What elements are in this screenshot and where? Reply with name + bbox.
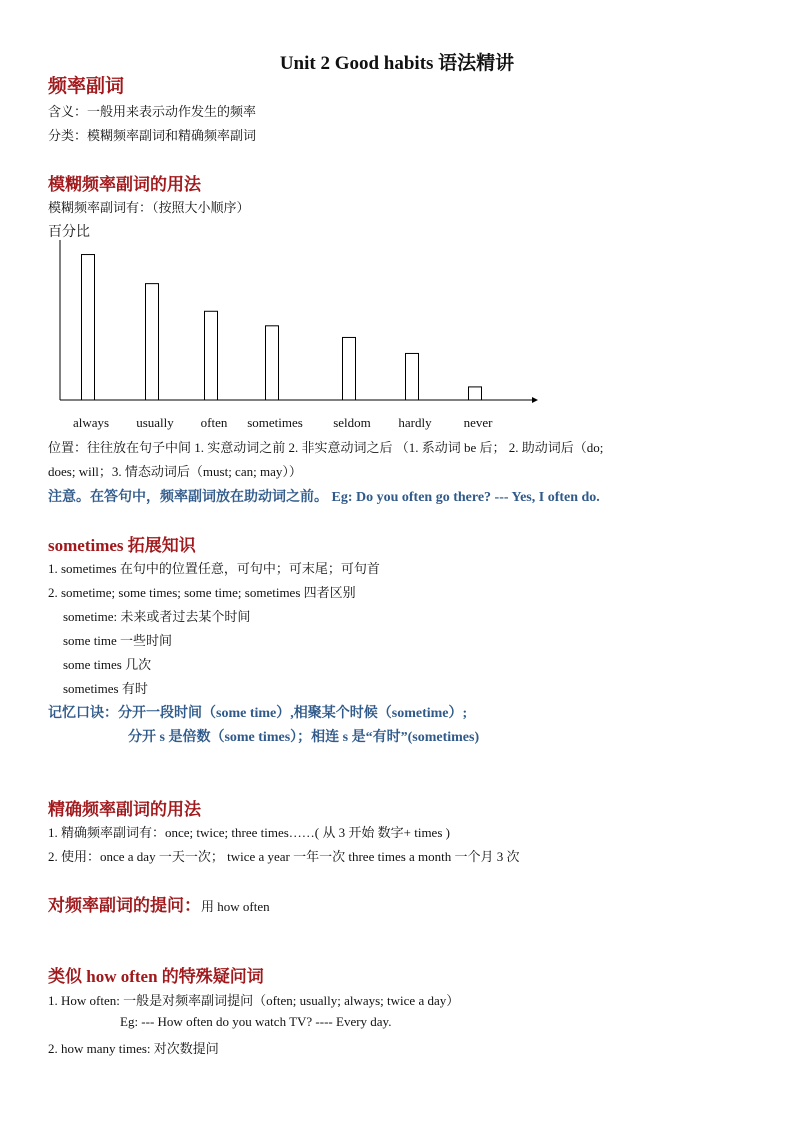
- def-sometime: sometime: 未来或者过去某个时间: [63, 609, 251, 624]
- note-answer-order: 注意。在答句中，频率副词放在助动词之前。 Eg: Do you often go there? --- Yes, I often do.: [48, 490, 600, 505]
- precise-item-1: 1. 精确频率副词有：once; twice; three times……( 从 3 开始 数字+ times ): [48, 825, 450, 840]
- chart-ylabel: 百分比: [48, 225, 90, 240]
- how-often-text: 用 how often: [201, 899, 270, 914]
- tick-label-usually: usually: [136, 415, 174, 430]
- similar-example: Eg: --- How often do you watch TV? ---- Every day.: [120, 1014, 392, 1029]
- bar-never: [469, 387, 482, 400]
- bar-seldom: [343, 337, 356, 400]
- heading-how-often: 对频率副词的提问：: [48, 896, 201, 915]
- def-sometimes: sometimes 有时: [63, 681, 148, 696]
- bar-often: [205, 311, 218, 400]
- def-some-times: some times 几次: [63, 657, 152, 672]
- category-text: 分类：模糊频率副词和精确频率副词: [48, 128, 257, 143]
- bar-sometimes: [266, 326, 279, 400]
- tick-label-never: never: [463, 415, 493, 430]
- heading-sometimes: sometimes 拓展知识: [48, 536, 196, 555]
- meaning-text: 含义：一般用来表示动作发生的频率: [48, 104, 257, 119]
- tick-label-always: always: [72, 415, 110, 430]
- bar-hardly: [406, 353, 419, 400]
- tick-label-seldom: seldom: [333, 415, 371, 430]
- x-axis-arrow: [532, 397, 538, 403]
- similar-item-1: 1. How often: 一般是对频率副词提问（often; usually; always; twice a day）: [48, 993, 460, 1008]
- bar-always: [82, 255, 95, 400]
- mnemonic-line-1: 记忆口诀：分开一段时间（some time）,相聚某个时候（sometime）;: [48, 706, 468, 721]
- similar-item-2: 2. how many times: 对次数提问: [48, 1041, 219, 1056]
- precise-item-2: 2. 使用：once a day 一天一次； twice a year 一年一次 three times a month 一个月 3 次: [48, 849, 520, 864]
- tick-label-often: often: [200, 415, 228, 430]
- tick-label-hardly: hardly: [398, 415, 432, 430]
- sometimes-item-2: 2. sometime; some times; some time; sometimes 四者区别: [48, 585, 356, 600]
- position-text-cont: does; will；3. 情态动词后（must; can; may））: [48, 464, 302, 479]
- heading-precise-adverbs: 精确频率副词的用法: [48, 800, 201, 819]
- def-some-time: some time 一些时间: [63, 633, 173, 648]
- vague-intro: 模糊频率副词有：（按照大小顺序）: [48, 200, 250, 215]
- question-line: [48, 891, 270, 916]
- heading-similar-questions: 类似 how often 的特殊疑问词: [48, 967, 264, 986]
- heading-frequency-adverbs: 频率副词: [48, 76, 125, 97]
- sometimes-item-1: 1. sometimes 在句中的位置任意，可句中；可末尾；可句首: [48, 561, 380, 576]
- heading-vague-adverbs: 模糊频率副词的用法: [48, 175, 201, 194]
- bar-usually: [146, 284, 159, 400]
- page-title: Unit 2 Good habits 语法精讲: [279, 53, 515, 74]
- tick-label-sometimes: sometimes: [247, 415, 303, 430]
- position-text: 位置：往往放在句子中间 1. 实意动词之前 2. 非实意动词之后 （1. 系动词 be 后； 2. 助动词后（do;: [48, 440, 604, 455]
- mnemonic-line-2: 分开 s 是倍数（some times）；相连 s 是“有时”(sometimes): [128, 730, 480, 745]
